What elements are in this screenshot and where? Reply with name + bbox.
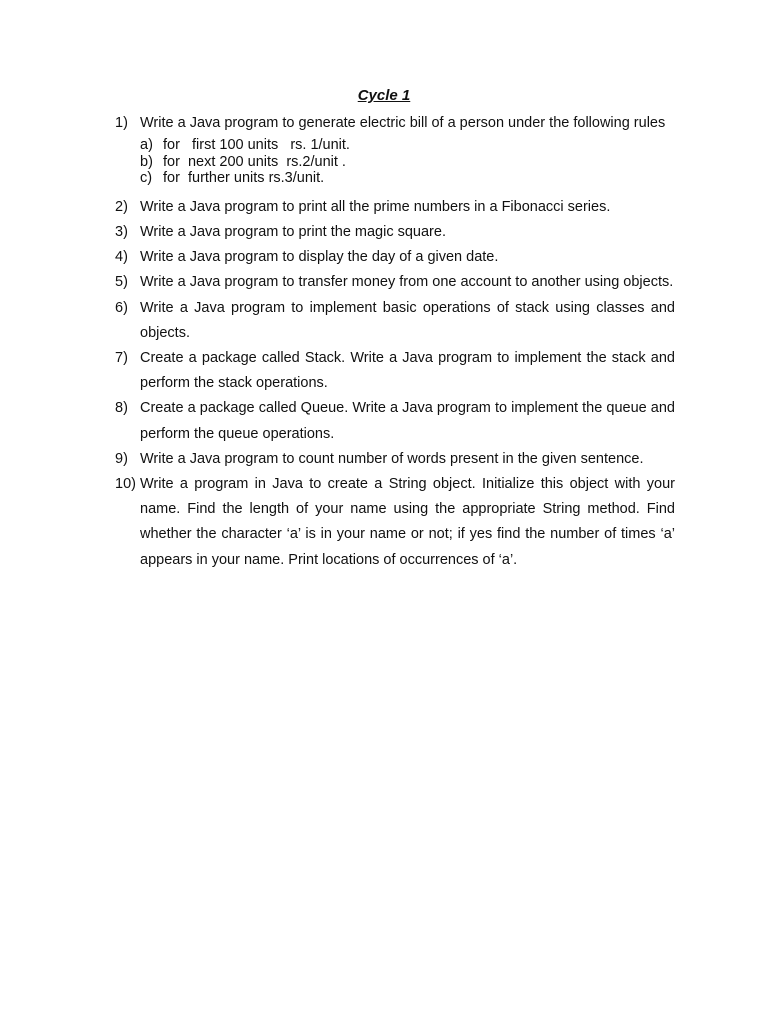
list-item <box>115 195 675 220</box>
item-number: 3) <box>115 223 128 240</box>
rule-letter: a) <box>140 137 153 154</box>
item-text: Create a package called Queue. Write a Java program to implement the queue and perform the queue operations. <box>140 400 675 442</box>
rule-text: for further units rs.3/unit. <box>163 170 325 187</box>
rule-text: for next 200 units rs.2/unit . <box>163 153 346 170</box>
list-item <box>115 296 675 346</box>
list-item <box>115 111 675 136</box>
item-number: 4) <box>115 249 128 266</box>
exercise-list <box>115 111 675 573</box>
item-number: 9) <box>115 450 128 467</box>
rule-letter: c) <box>140 170 153 187</box>
item-text: Create a package called Stack. Write a Java program to implement the stack and perform the stack operations. <box>140 349 675 392</box>
item-number: 7) <box>115 349 128 366</box>
item-number: 2) <box>115 198 128 215</box>
item-number: 10) <box>115 475 136 492</box>
item-text: Write a Java program to count number of words present in the given sentence. <box>140 450 644 467</box>
rule-letter: b) <box>140 153 153 170</box>
list-item <box>115 220 675 245</box>
item-number: 5) <box>115 274 128 291</box>
list-item <box>115 270 675 295</box>
rules-list <box>140 137 675 187</box>
item-text: Write a program in Java to create a String object. Initialize this object with your name. Find the length of your name using the appropriate String method. Find whether the character ‘a’ is in your name or not; if yes find the number of times ‘a’ appears in your name. Print locations of occurrences of ‘a’. <box>140 475 675 568</box>
list-item <box>115 447 675 472</box>
item-text: Write a Java program to transfer money from one account to another using objects. <box>140 274 674 291</box>
item-text: Write a Java program to print the magic square. <box>140 223 446 240</box>
rule-text: for first 100 units rs. 1/unit. <box>163 137 350 154</box>
item-number: 6) <box>115 299 128 316</box>
item-text: Write a Java program to generate electric bill of a person under the following rules <box>140 115 666 131</box>
list-item <box>115 346 675 396</box>
rule-item <box>140 137 675 154</box>
list-item <box>115 245 675 270</box>
item-number: 8) <box>115 400 128 417</box>
item-text: Write a Java program to display the day of a given date. <box>140 249 499 266</box>
rule-item <box>140 154 675 171</box>
list-item <box>115 472 675 573</box>
page-title: Cycle 1 <box>357 87 411 104</box>
list-item <box>115 396 675 446</box>
item-text: Write a Java program to print all the prime numbers in a Fibonacci series. <box>140 198 611 215</box>
item-text: Write a Java program to implement basic operations of stack using classes and objects. <box>140 299 675 341</box>
item-number: 1) <box>115 115 128 131</box>
rule-item <box>140 170 675 187</box>
